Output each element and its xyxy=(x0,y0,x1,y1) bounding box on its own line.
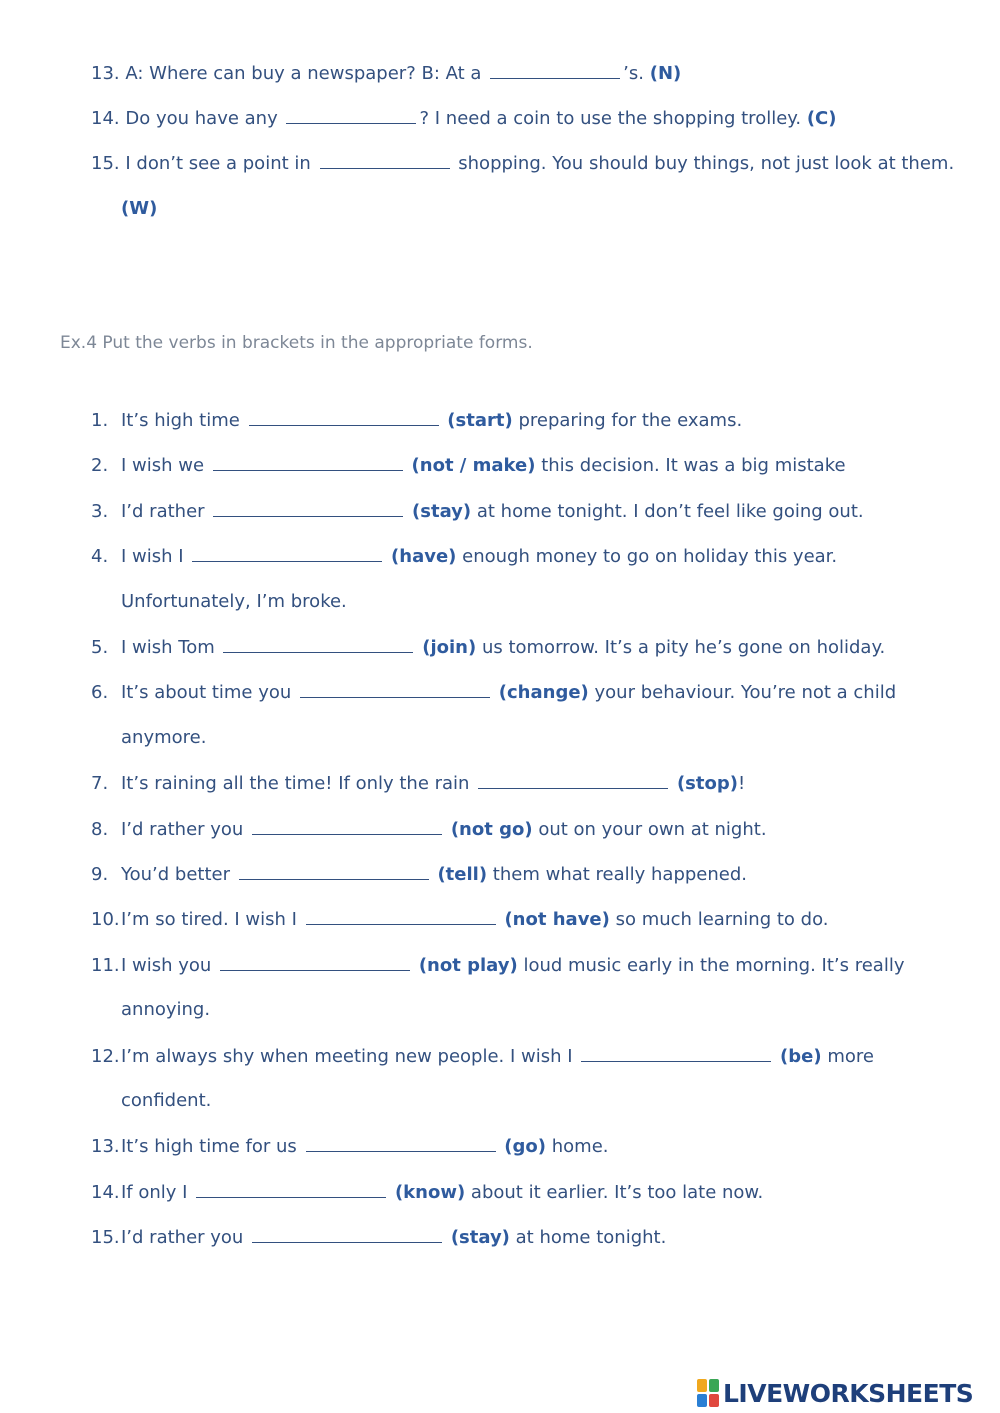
item-text-after: at home tonight. xyxy=(515,1227,667,1249)
answer-blank[interactable] xyxy=(213,500,403,517)
item-number: 7. xyxy=(91,773,109,795)
p3-item-13-post: ’s. xyxy=(623,63,644,84)
logo-mark-icon xyxy=(697,1379,719,1407)
item-number: 9. xyxy=(91,864,109,885)
ex4-item xyxy=(91,681,896,704)
item-text: If only I xyxy=(121,1181,188,1203)
item-continuation: anymore. xyxy=(121,726,207,748)
item-number: 14. xyxy=(91,1181,120,1203)
verb-hint: (tell) xyxy=(437,864,488,885)
verb-hint: (have) xyxy=(391,546,457,568)
answer-blank[interactable] xyxy=(252,818,442,835)
answer-blank[interactable] xyxy=(223,636,413,653)
verb-hint: (not play) xyxy=(418,954,518,976)
item-text: You’d better xyxy=(121,864,230,885)
p3-item-15-post: shopping. You should buy things, not just look at them. xyxy=(458,153,955,174)
item-text: I wish Tom xyxy=(121,637,215,658)
verb-hint: (start) xyxy=(447,410,513,431)
item-text-after: about it earlier. It’s too late now. xyxy=(470,1181,764,1203)
item-number: 5. xyxy=(91,637,109,658)
answer-blank[interactable] xyxy=(213,454,403,471)
p3-item-14-text: Do you have any xyxy=(125,108,278,129)
hint-letter: (W) xyxy=(121,198,158,219)
p3-item-13-text: A: Where can buy a newspaper? B: At a xyxy=(125,63,482,84)
item-text: I wish we xyxy=(121,455,205,477)
p3-item-14: 14. Do you have any ? I need a coin to use the shopping trolley. (C) xyxy=(91,108,837,129)
answer-blank[interactable] xyxy=(300,681,490,698)
item-text-after: loud music early in the morning. It’s really xyxy=(523,954,905,976)
item-text-after: this decision. It was a big mistake xyxy=(541,455,846,477)
verb-hint: (not / make) xyxy=(411,455,536,477)
ex4-item xyxy=(91,636,885,659)
item-text-after: enough money to go on holiday this year. xyxy=(462,546,838,568)
item-number: 1. xyxy=(91,410,109,431)
item-text: It’s about time you xyxy=(121,682,292,704)
item-continuation: annoying. xyxy=(121,999,211,1021)
item-number: 6. xyxy=(91,682,109,704)
ex4-item xyxy=(91,500,864,523)
ex4-item xyxy=(91,545,837,568)
answer-blank[interactable] xyxy=(478,772,668,789)
item-continuation: Unfortunately, I’m broke. xyxy=(121,590,347,612)
item-number: 11. xyxy=(91,954,120,976)
exercise-instruction: Ex.4 Put the verbs in brackets in the appropriate forms. xyxy=(60,333,533,353)
logo-text: LIVEWORKSHEETS xyxy=(723,1378,974,1408)
item-number: 10. xyxy=(91,909,120,931)
hint-letter: (N) xyxy=(649,63,682,84)
item-text-after: so much learning to do. xyxy=(615,909,829,931)
ex4-item xyxy=(91,409,742,432)
verb-hint: (not have) xyxy=(504,909,610,931)
item-text-after: preparing for the exams. xyxy=(518,410,743,431)
answer-blank[interactable] xyxy=(252,1226,442,1243)
verb-hint: (stop) xyxy=(676,773,738,795)
item-text-after: out on your own at night. xyxy=(538,818,767,840)
item-text-after: your behaviour. You’re not a child xyxy=(594,682,897,704)
item-text: I’d rather you xyxy=(121,1227,244,1249)
verb-hint: (not go) xyxy=(450,818,533,840)
answer-blank[interactable] xyxy=(192,545,382,562)
item-number: 3. xyxy=(91,500,109,522)
p3-item-13: 13. A: Where can buy a newspaper? B: At a ’s. (N) xyxy=(91,63,682,84)
item-text: I’m so tired. I wish I xyxy=(121,909,297,931)
p3-item-14-post: ? I need a coin to use the shopping trolley. xyxy=(419,108,802,129)
verb-hint: (stay) xyxy=(412,500,472,522)
item-text: I’m always shy when meeting new people. I wish I xyxy=(121,1045,573,1067)
ex4-item xyxy=(91,772,745,795)
item-text: I wish you xyxy=(121,954,212,976)
ex4-item xyxy=(91,863,747,886)
verb-hint: (be) xyxy=(780,1045,822,1067)
item-number: 13. xyxy=(91,1136,120,1158)
item-number: 4. xyxy=(91,546,109,568)
answer-blank[interactable] xyxy=(581,1045,771,1062)
p3-item-15: 15. I don’t see a point in shopping. You should buy things, not just look at them. xyxy=(91,153,955,174)
item-text-after: them what really happened. xyxy=(492,864,748,885)
item-text: I wish I xyxy=(121,546,184,568)
p3-item-15-text: I don’t see a point in xyxy=(125,153,311,174)
answer-blank[interactable] xyxy=(306,1135,496,1152)
verb-hint: (join) xyxy=(422,637,477,658)
item-continuation: confident. xyxy=(121,1090,212,1111)
answer-blank[interactable] xyxy=(249,409,439,426)
answer-blank[interactable] xyxy=(306,908,496,925)
ex4-item xyxy=(91,1181,763,1204)
verb-hint: (know) xyxy=(394,1181,466,1203)
answer-blank[interactable] xyxy=(239,863,429,880)
item-text-after: ! xyxy=(737,773,746,795)
verb-hint: (change) xyxy=(498,682,589,704)
liveworksheets-logo xyxy=(697,1378,973,1408)
ex4-item xyxy=(91,908,828,931)
item-text: I’d rather xyxy=(121,500,205,522)
answer-blank[interactable] xyxy=(286,107,416,124)
verb-hint: (go) xyxy=(504,1136,546,1158)
item-number: 15. xyxy=(91,1227,120,1249)
answer-blank[interactable] xyxy=(220,954,410,971)
ex4-item xyxy=(91,818,767,841)
item-number: 8. xyxy=(91,818,109,840)
item-number: 12. xyxy=(91,1045,120,1067)
item-text-after: us tomorrow. It’s a pity he’s gone on holiday. xyxy=(481,637,886,658)
item-text: I’d rather you xyxy=(121,818,244,840)
ex4-item xyxy=(91,454,846,477)
ex4-item xyxy=(91,1045,874,1068)
item-text-after: at home tonight. I don’t feel like going out. xyxy=(476,500,864,522)
item-text: It’s raining all the time! If only the rain xyxy=(121,773,470,795)
ex4-item xyxy=(91,1226,666,1249)
item-text: It’s high time xyxy=(121,410,240,431)
item-text-after: more xyxy=(827,1045,874,1067)
answer-blank[interactable] xyxy=(320,152,450,169)
ex4-item xyxy=(91,954,905,977)
ex4-item xyxy=(91,1135,609,1158)
item-text-after: home. xyxy=(551,1136,609,1158)
item-number: 2. xyxy=(91,455,109,477)
answer-blank[interactable] xyxy=(490,62,620,79)
verb-hint: (stay) xyxy=(450,1227,510,1249)
item-text: It’s high time for us xyxy=(121,1136,297,1158)
answer-blank[interactable] xyxy=(196,1181,386,1198)
hint-letter: (C) xyxy=(806,108,837,129)
